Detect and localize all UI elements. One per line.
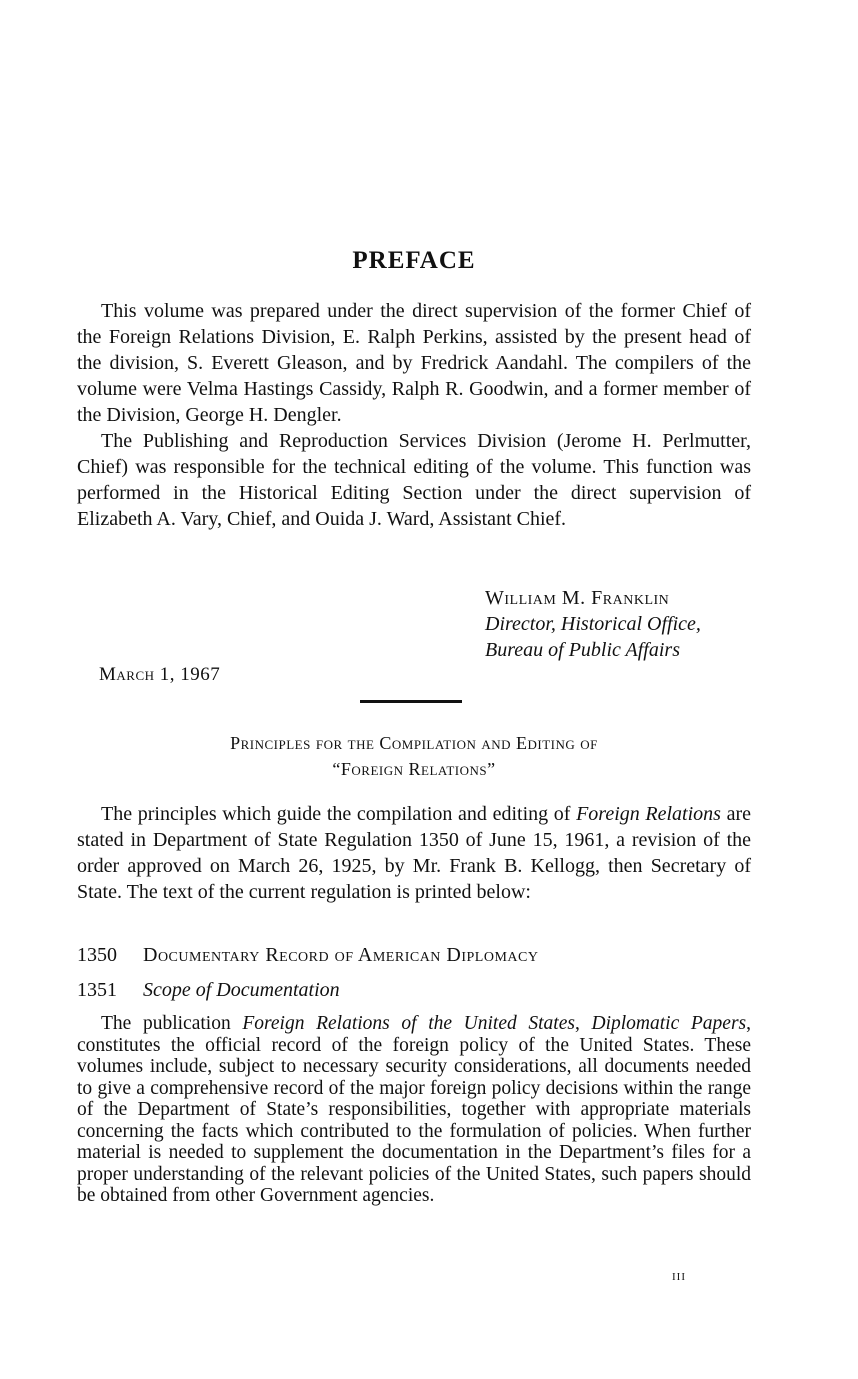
signature-name: William M. Franklin bbox=[485, 587, 670, 609]
page-number: iii bbox=[672, 1268, 686, 1284]
principles-body bbox=[77, 801, 751, 905]
principles-intro-italic: Foreign Relations bbox=[576, 803, 721, 825]
scope-before: The publication bbox=[101, 1013, 243, 1034]
section-1351-heading bbox=[77, 979, 340, 1002]
section-1351-title: Scope of Documentation bbox=[143, 979, 340, 1001]
scope-after: , constitutes the official record of the foreign policy of the United States. These volumes include, subject to necessary security considerations, all documents needed to give a comprehensive record of the major foreign policy decisions within the range of the Department of State’s responsibilities, together with appropriate materials concerning the facts which contributed to the formulation of policies. When further material is needed to supplement the documentation in the Department’s files for a proper understanding of the relevant policies of the United States, such papers should be obtained from other Government agencies. bbox=[77, 1013, 752, 1206]
scope-body bbox=[77, 1013, 751, 1207]
document-page bbox=[77, 0, 751, 1379]
preface-paragraph-1: This volume was prepared under the direct supervision of the former Chief of the Foreign Relations Division, E. Ralph Perkins, assisted by the present head of the division, S. Everett Gleason, and by Fredrick Aandahl. The compilers of the volume were Velma Hastings Cassidy, Ralph R. Goodwin, and a former member of the Division, George H. Dengler. bbox=[77, 300, 751, 426]
principles-heading bbox=[77, 730, 751, 782]
preface-paragraph-2: The Publishing and Reproduction Services Division (Jerome H. Perlmutter, Chief) was responsible for the technical editing of the volume. This function was performed in the Historical Editing Section under the direct supervision of Elizabeth A. Vary, Chief, and Ouida J. Ward, Assistant Chief. bbox=[77, 430, 751, 530]
scope-paragraph bbox=[77, 1013, 751, 1207]
scope-comma: , bbox=[574, 1013, 592, 1034]
principles-intro-paragraph bbox=[77, 801, 751, 905]
signature-bureau: Bureau of Public Affairs bbox=[485, 639, 680, 661]
signature-block bbox=[485, 585, 701, 663]
page-title: PREFACE bbox=[352, 247, 476, 274]
preface-date: March 1, 1967 bbox=[99, 664, 221, 685]
section-1350-heading bbox=[77, 944, 538, 967]
principles-intro-after: are stated in Department of State Regulation 1350 of June 15, 1961, a revision of the order approved on March 26, 1925, by Mr. Frank B. Kellogg, then Secretary of State. The text of the current regulation is printed below: bbox=[77, 803, 751, 903]
scope-italic-1: Foreign Relations of the United States bbox=[242, 1013, 575, 1034]
principles-heading-line-1: Principles for the Compilation and Editing of bbox=[230, 733, 598, 753]
principles-intro-before: The principles which guide the compilation and editing of bbox=[101, 803, 577, 825]
signature-title: Director, Historical Office, bbox=[485, 613, 701, 635]
preface-body bbox=[77, 298, 751, 532]
scope-italic-2: Diplomatic Papers bbox=[591, 1013, 747, 1034]
principles-heading-line-2: “Foreign Relations” bbox=[332, 759, 496, 779]
section-divider bbox=[360, 700, 462, 703]
section-1350-title: Documentary Record of American Diplomacy bbox=[143, 944, 539, 966]
section-1350-number: 1350 bbox=[77, 944, 117, 966]
section-1351-number: 1351 bbox=[77, 979, 117, 1001]
